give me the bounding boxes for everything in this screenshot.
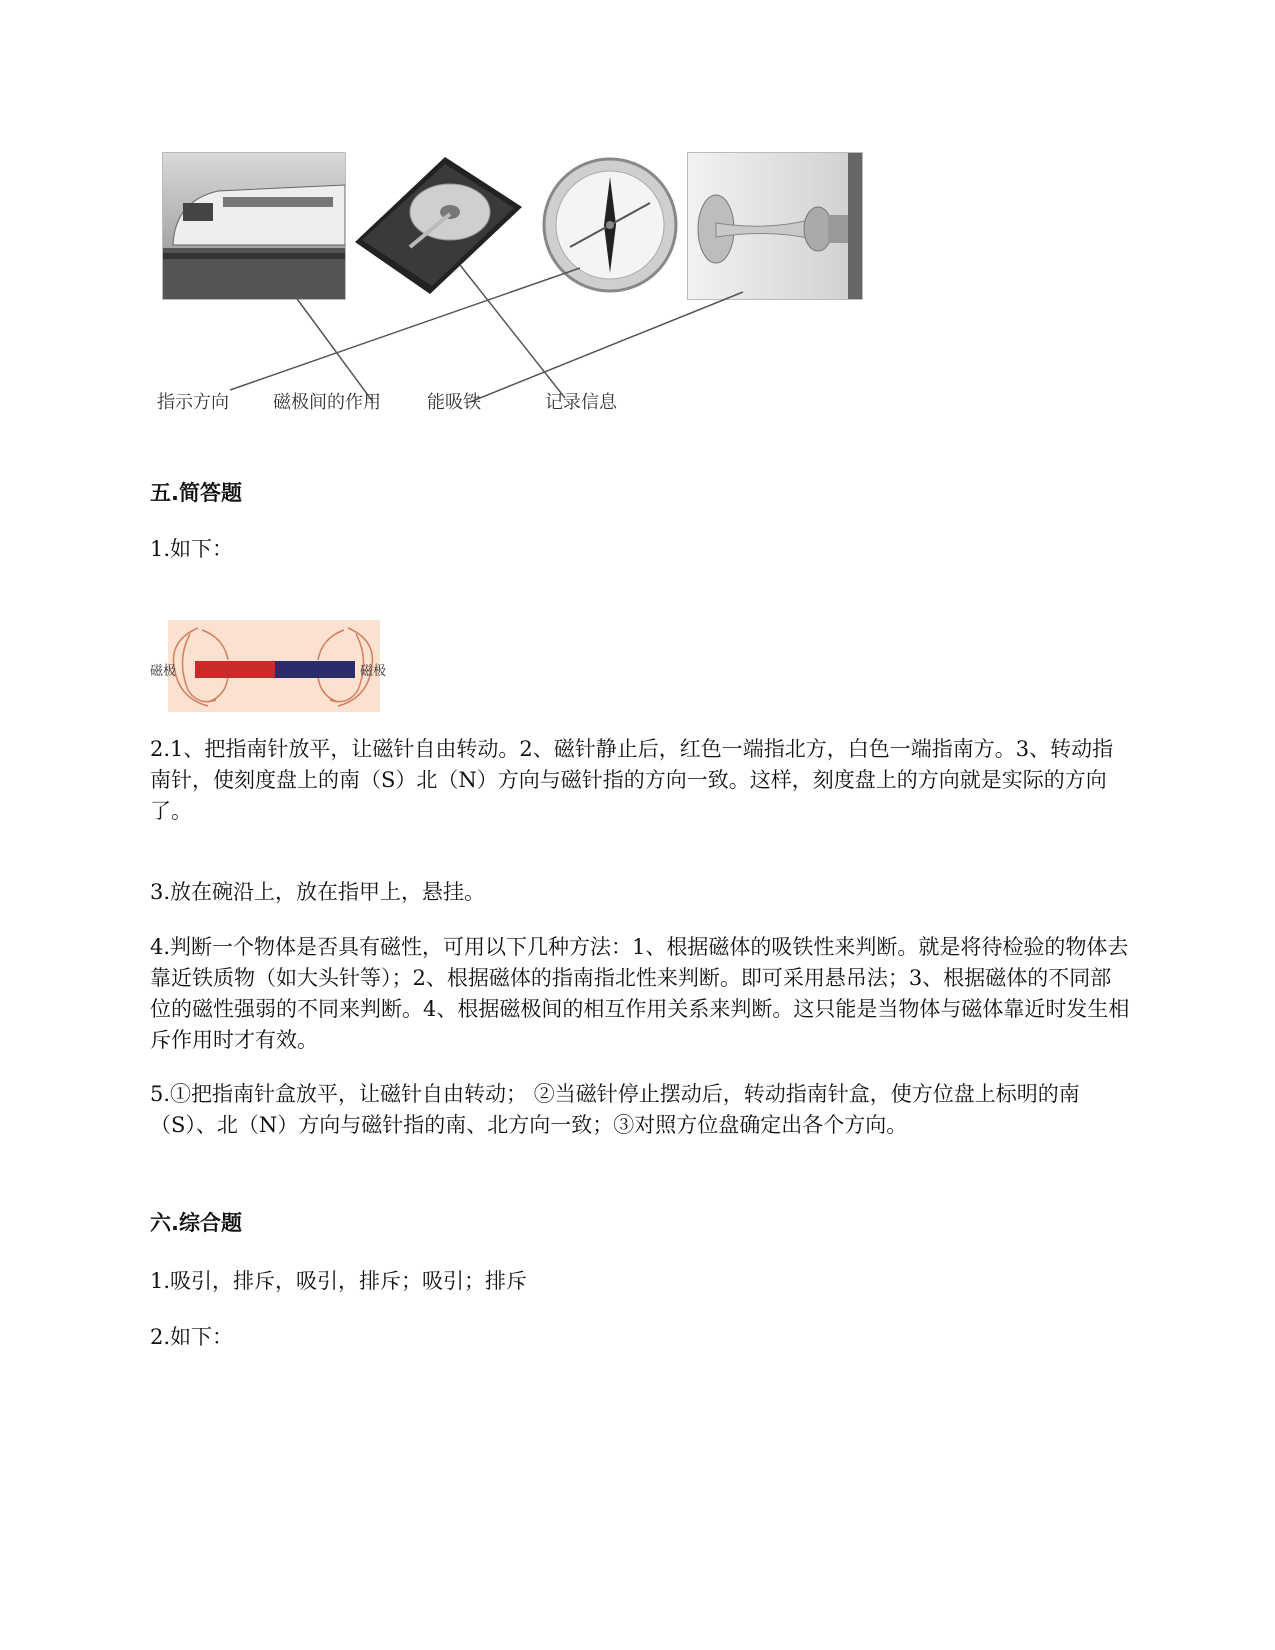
magnet-north-half [195,661,275,678]
magnet-label-left: 磁极 [150,664,177,679]
matching-lines [155,140,875,440]
label-indicate-direction: 指示方向 [157,392,229,413]
section5-q4: 4.判断一个物体是否具有磁性，可用以下几种方法：1、根据磁体的吸铁性来判断。就是将待检验的物体去靠近铁质物（如大头针等）；2、根据磁体的指南指北性来判断。即可采用悬吊法；3、根据磁体的不同部位的磁性强弱的不同来判断。4、根据磁极间的相互作用关系来判断。这只能是当物体与磁体靠近时发生相斥作用时才有效。 [150,935,1130,1052]
section6-q2: 2.如下： [150,1325,234,1349]
label-record-information: 记录信息 [545,392,617,413]
section5-q1: 1.如下： [150,537,234,561]
section6-q1: 1.吸引，排斥，吸引，排斥；吸引；排斥 [150,1269,528,1293]
magnet-field-figure [150,620,410,720]
matching-figure [155,140,875,440]
section5-title: 五.简答题 [150,481,242,505]
section5-q3: 3.放在碗沿上，放在指甲上，悬挂。 [150,880,486,904]
label-attract-iron: 能吸铁 [427,392,481,413]
section5-q5: 5.①把指南针盒放平，让磁针自由转动； ②当磁针停止摆动后，转动指南针盒，使方位盘上标明的南（S）、北（N）方向与磁针指的南、北方向一致；③对照方位盘确定出各个方向。 [150,1082,1080,1137]
section6-title: 六.综合题 [150,1211,242,1235]
magnet-south-half [275,661,355,678]
magnet-label-right: 磁极 [360,664,387,679]
section5-q2: 2.1、把指南针放平，让磁针自由转动。2、磁针静止后，红色一端指北方，白色一端指南方。3、转动指南针，使刻度盘上的南（S）北（N）方向与磁针指的方向一致。这样，刻度盘上的方向就是实际的方向了。 [150,737,1114,823]
label-magnetic-pole-interaction: 磁极间的作用 [273,392,381,413]
